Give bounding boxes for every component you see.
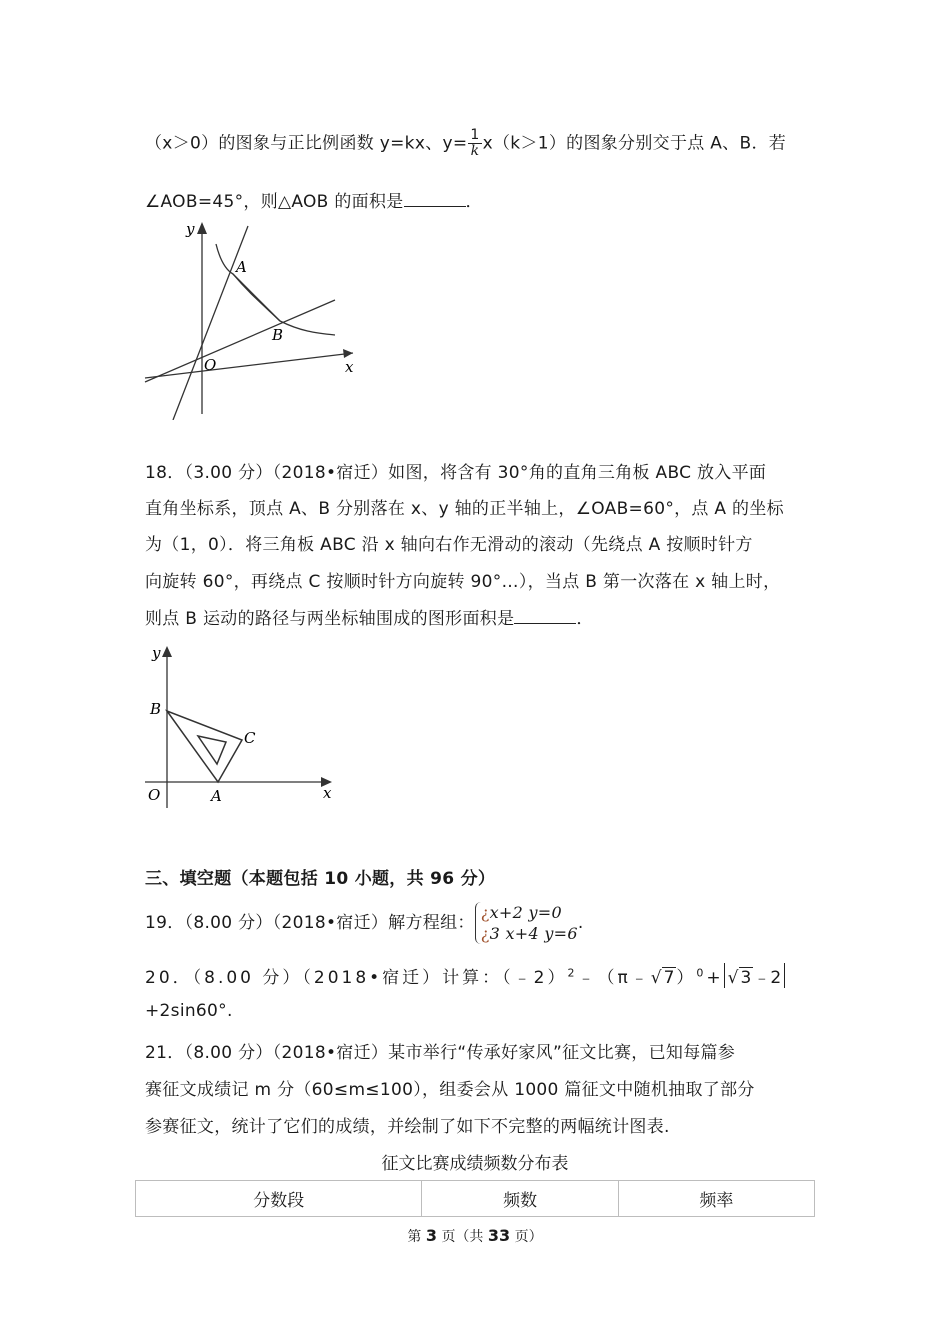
y-arrow-icon — [162, 646, 172, 657]
line-y-x-over-k — [145, 300, 335, 382]
label-x: x — [323, 784, 332, 802]
x-axis — [145, 353, 353, 378]
hyperbola-curve — [216, 244, 335, 335]
table-header-cell: 频率 — [618, 1181, 814, 1217]
q19-line: 19．（8.00 分）（2018•宿迁）解方程组： ¿x+2 y=0 ¿3 x+4 y=6 . — [145, 903, 584, 943]
q21-line1: 21．（8.00 分）（2018•宿迁）某市举行“传承好家风”征文比赛，已知每篇参 — [145, 1043, 736, 1063]
table-header-cell: 分数段 — [136, 1181, 422, 1217]
segment-ab — [233, 274, 280, 321]
section-heading: 三、填空题（本题包括 10 小题，共 96 分） — [145, 869, 496, 889]
table-title: 征文比赛成绩频数分布表 — [381, 1154, 569, 1174]
label-o: O — [148, 786, 161, 804]
table-header-cell: 频数 — [422, 1181, 618, 1217]
q21-line3: 参赛征文，统计了它们的成绩，并绘制了如下不完整的两幅统计图表. — [145, 1117, 670, 1137]
label-y: y — [186, 220, 195, 238]
page-footer: 第 3 页（共 33 页） — [407, 1226, 543, 1245]
q17-line2: ∠AOB=45°，则△AOB 的面积是 ． — [145, 192, 483, 212]
frequency-table — [135, 1180, 815, 1217]
x-arrow-icon — [343, 349, 353, 358]
label-a: A — [211, 787, 222, 805]
label-a: A — [236, 258, 247, 276]
q17-line1: （x＞0）的图象与正比例函数 y=kx、y= $\frac{1}{k}$ x（k＞1）的图象分别交于点 A、B．若 — [145, 127, 787, 159]
q18-line2: 直角坐标系，顶点 A、B 分别落在 x、y 轴的正半轴上，∠OAB=60°，点 A 的坐标 — [145, 499, 784, 519]
q20-line2: +2sin60°. — [145, 1001, 233, 1021]
q18-line1: 18．（3.00 分）（2018•宿迁）如图，将含有 30°角的直角三角板 ABC 放入平面 — [145, 463, 767, 483]
label-o: O — [204, 356, 217, 374]
label-y: y — [152, 644, 161, 662]
fraction-1-over-k: $\frac{1}{k}$ — [470, 127, 480, 159]
line-y-kx — [173, 226, 248, 420]
absolute-value: √ 3 ﹣2 — [724, 963, 786, 988]
q21-line2: 赛征文成绩记 m 分（60≤m≤100），组委会从 1000 篇征文中随机抽取了部分 — [145, 1080, 755, 1100]
q18-line5: 则点 B 运动的路径与两坐标轴围成的图形面积是 ． — [145, 609, 594, 629]
answer-blank — [404, 192, 466, 207]
label-c: C — [244, 729, 256, 747]
q20-line1: 20．（8.00 分）（2018•宿迁）计算：（﹣2）$^2$﹣（π﹣√ 7 ）$^0$+ √ 3 ﹣2 — [145, 963, 785, 988]
y-arrow-icon — [197, 222, 207, 234]
q17-figure — [140, 212, 365, 420]
label-b: B — [150, 700, 162, 718]
table-header-row — [136, 1181, 815, 1217]
label-x: x — [345, 358, 354, 376]
q18-line3: 为（1，0）．将三角板 ABC 沿 x 轴向右作无滑动的滚动（先绕点 A 按顺时针方 — [145, 535, 753, 555]
label-b: B — [272, 326, 284, 344]
equation-system: ¿x+2 y=0 ¿3 x+4 y=6 — [475, 902, 578, 944]
answer-blank — [514, 609, 576, 624]
q18-line4: 向旋转 60°，再绕点 C 按顺时针方向旋转 90°…），当点 B 第一次落在 x 轴上时， — [145, 572, 781, 592]
q18-figure — [140, 636, 340, 811]
